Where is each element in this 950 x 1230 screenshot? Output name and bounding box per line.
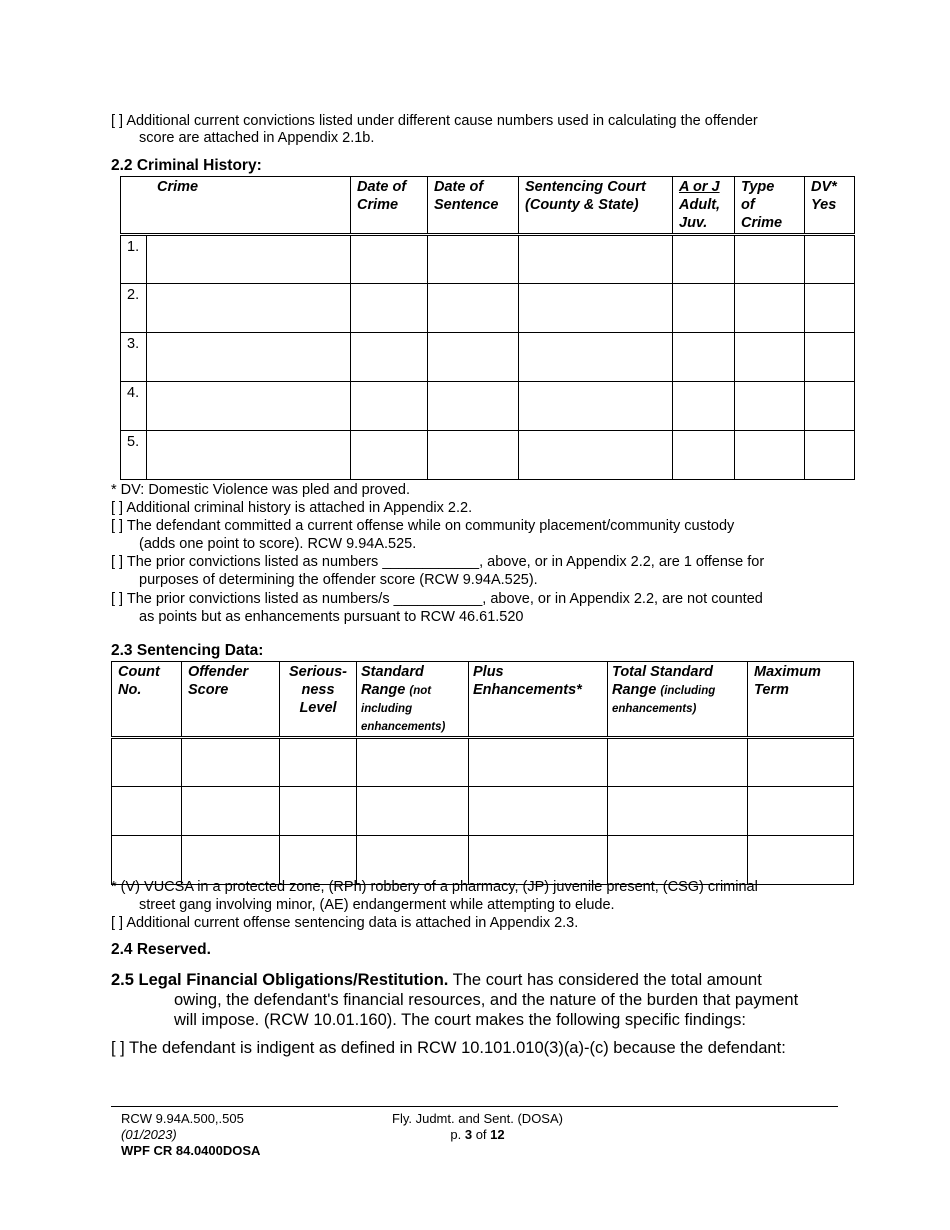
adult-juv-cell[interactable] <box>673 284 735 333</box>
footer-date: (01/2023) <box>121 1127 177 1142</box>
col-sentencing-court: Sentencing Court (County & State) <box>519 177 673 235</box>
section-2-3-heading: 2.3 Sentencing Data: <box>111 642 264 659</box>
col-plus-enhancements: Plus Enhancements* <box>469 662 608 738</box>
crime-cell[interactable] <box>147 284 351 333</box>
type-of-crime-cell[interactable] <box>735 382 805 431</box>
col-seriousness-level: Serious- ness Level <box>280 662 357 738</box>
section-2-5-text-cont1: owing, the defendant's financial resources, and the nature of the burden that payment <box>174 991 799 1009</box>
footer-left <box>121 1111 260 1159</box>
sentencing-header-row <box>112 662 854 738</box>
date-of-crime-cell[interactable] <box>351 235 428 284</box>
sentencing-court-cell[interactable] <box>519 235 673 284</box>
col-date-of-sentence: Date of Sentence <box>428 177 519 235</box>
row-number: 3. <box>121 333 147 382</box>
date-of-crime-cell[interactable] <box>351 333 428 382</box>
sentencing-court-cell[interactable] <box>519 382 673 431</box>
row-number: 5. <box>121 431 147 480</box>
col-maximum-term: Maximum Term <box>748 662 854 738</box>
table-row <box>112 787 854 836</box>
col-dv: DV* Yes <box>805 177 855 235</box>
appendix-2-1b-note: [ ] Additional current convictions listed under different cause numbers used in calculating the offender <box>111 113 758 129</box>
standard-range-cell[interactable] <box>357 738 469 787</box>
crime-cell[interactable] <box>147 431 351 480</box>
same-criminal-conduct-note-cont: purposes of determining the offender score (RCW 9.94A.525). <box>139 572 538 588</box>
crime-cell[interactable] <box>147 333 351 382</box>
maximum-term-cell[interactable] <box>748 738 854 787</box>
footer-form-number: WPF CR 84.0400DOSA <box>121 1143 261 1158</box>
table-row <box>112 738 854 787</box>
total-standard-range-cell[interactable] <box>608 787 748 836</box>
criminal-history-table <box>120 176 855 480</box>
adult-juv-cell[interactable] <box>673 382 735 431</box>
sentencing-court-cell[interactable] <box>519 431 673 480</box>
sentencing-court-cell[interactable] <box>519 333 673 382</box>
date-of-sentence-cell[interactable] <box>428 382 519 431</box>
adult-juv-cell[interactable] <box>673 235 735 284</box>
same-criminal-conduct-note: [ ] The prior convictions listed as numbers ____________, above, or in Appendix 2.2, are 1 offense for <box>111 554 765 570</box>
sentencing-data-table <box>111 661 854 885</box>
section-2-5-text-cont2: will impose. (RCW 10.01.160). The court makes the following specific findings: <box>174 1011 746 1029</box>
enhancements-note-cont: as points but as enhancements pursuant to RCW 46.61.520 <box>139 609 524 625</box>
sentencing-court-cell[interactable] <box>519 284 673 333</box>
dv-cell[interactable] <box>805 333 855 382</box>
footer-divider <box>111 1106 838 1107</box>
footer-rcw: RCW 9.94A.500,.505 <box>121 1111 244 1126</box>
type-of-crime-cell[interactable] <box>735 431 805 480</box>
standard-range-cell[interactable] <box>357 787 469 836</box>
enhancements-footnote-cont: street gang involving minor, (AE) endangerment while attempting to elude. <box>139 897 615 913</box>
seriousness-level-cell[interactable] <box>280 787 357 836</box>
adult-juv-cell[interactable] <box>673 333 735 382</box>
col-standard-range: Standard Range (not including enhancements) <box>357 662 469 738</box>
table-row <box>121 431 855 480</box>
criminal-history-header-row <box>121 177 855 235</box>
adult-juv-cell[interactable] <box>673 431 735 480</box>
table-row <box>121 333 855 382</box>
section-2-2-heading: 2.2 Criminal History: <box>111 157 262 174</box>
plus-enhancements-cell[interactable] <box>469 738 608 787</box>
table-row <box>121 382 855 431</box>
count-no-cell[interactable] <box>112 787 182 836</box>
col-crime: Crime <box>121 177 351 235</box>
appendix-2-1b-note-cont: score are attached in Appendix 2.1b. <box>139 130 375 146</box>
col-type-of-crime: Type of Crime <box>735 177 805 235</box>
footer-page-number: p. 3 of 12 <box>450 1127 505 1142</box>
col-total-standard-range: Total Standard Range (including enhancements) <box>608 662 748 738</box>
footer-center <box>360 1111 595 1143</box>
row-number: 4. <box>121 382 147 431</box>
section-2-5-text: The court has considered the total amount <box>448 971 762 989</box>
total-standard-range-cell[interactable] <box>608 738 748 787</box>
maximum-term-cell[interactable] <box>748 787 854 836</box>
appendix-2-2-note: [ ] Additional criminal history is attached in Appendix 2.2. <box>111 500 473 516</box>
offender-score-cell[interactable] <box>182 787 280 836</box>
date-of-sentence-cell[interactable] <box>428 284 519 333</box>
col-date-of-crime: Date of Crime <box>351 177 428 235</box>
date-of-crime-cell[interactable] <box>351 431 428 480</box>
crime-cell[interactable] <box>147 235 351 284</box>
row-number: 1. <box>121 235 147 284</box>
plus-enhancements-cell[interactable] <box>469 787 608 836</box>
community-placement-note: [ ] The defendant committed a current offense while on community placement/community custody <box>111 518 735 534</box>
dv-cell[interactable] <box>805 382 855 431</box>
table-row <box>121 284 855 333</box>
section-2-4-heading: 2.4 Reserved. <box>111 941 211 958</box>
type-of-crime-cell[interactable] <box>735 333 805 382</box>
dv-cell[interactable] <box>805 431 855 480</box>
offender-score-cell[interactable] <box>182 738 280 787</box>
indigent-finding: [ ] The defendant is indigent as defined in RCW 10.101.010(3)(a)-(c) because the defendant: <box>111 1039 786 1057</box>
row-number: 2. <box>121 284 147 333</box>
date-of-sentence-cell[interactable] <box>428 333 519 382</box>
enhancements-footnote: * (V) VUCSA in a protected zone, (RPh) robbery of a pharmacy, (JP) juvenile present, (CSG) criminal <box>111 879 758 895</box>
seriousness-level-cell[interactable] <box>280 738 357 787</box>
count-no-cell[interactable] <box>112 738 182 787</box>
dv-footnote: * DV: Domestic Violence was pled and proved. <box>111 482 411 498</box>
type-of-crime-cell[interactable] <box>735 235 805 284</box>
type-of-crime-cell[interactable] <box>735 284 805 333</box>
table-row <box>121 235 855 284</box>
crime-cell[interactable] <box>147 382 351 431</box>
dv-cell[interactable] <box>805 235 855 284</box>
section-2-5-heading: 2.5 Legal Financial Obligations/Restitution. <box>111 971 449 989</box>
section-2-5-paragraph <box>111 970 762 990</box>
col-count-no: Count No. <box>112 662 182 738</box>
dv-cell[interactable] <box>805 284 855 333</box>
date-of-sentence-cell[interactable] <box>428 431 519 480</box>
date-of-crime-cell[interactable] <box>351 284 428 333</box>
date-of-sentence-cell[interactable] <box>428 235 519 284</box>
footer-title: Fly. Judmt. and Sent. (DOSA) <box>392 1111 563 1126</box>
enhancements-note: [ ] The prior convictions listed as numbers/s ___________, above, or in Appendix 2.2, are not counted <box>111 591 763 607</box>
maximum-term-cell[interactable] <box>748 836 854 885</box>
col-offender-score: Offender Score <box>182 662 280 738</box>
date-of-crime-cell[interactable] <box>351 382 428 431</box>
col-adult-juv: A or J Adult, Juv. <box>673 177 735 235</box>
community-placement-note-cont: (adds one point to score). RCW 9.94A.525. <box>139 536 417 552</box>
appendix-2-3-note: [ ] Additional current offense sentencing data is attached in Appendix 2.3. <box>111 915 579 931</box>
